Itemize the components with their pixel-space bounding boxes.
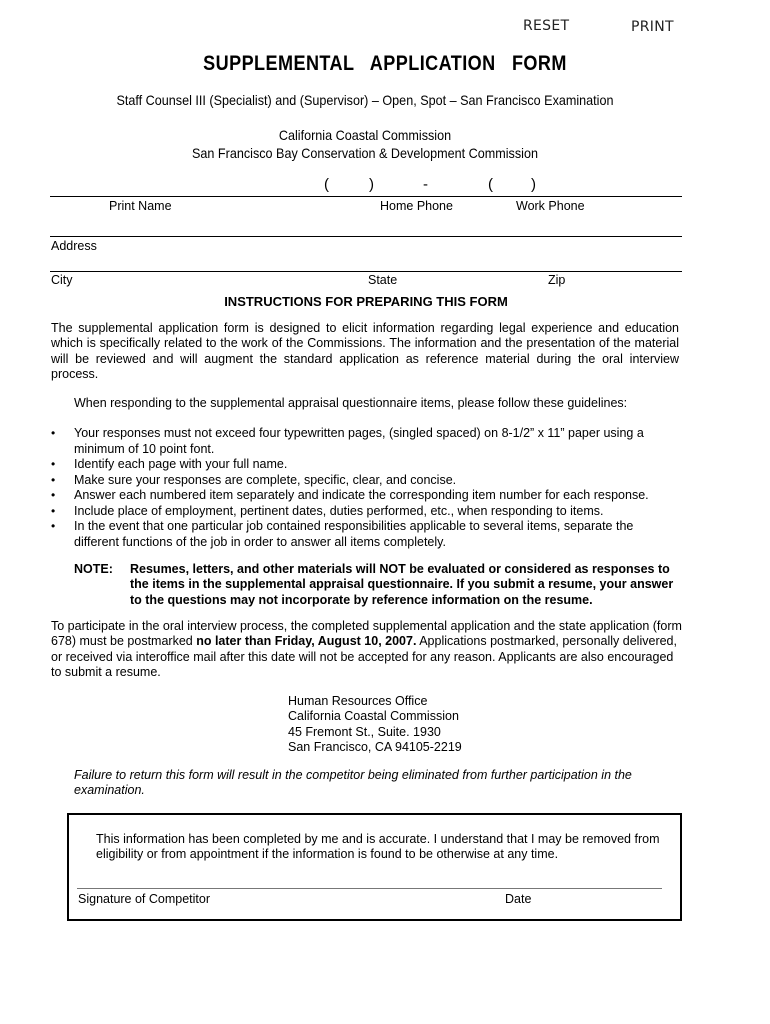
signature-line[interactable] (77, 888, 662, 889)
deadline-date: no later than Friday, August 10, 2007. (196, 634, 417, 649)
work-phone-open-paren: ( (488, 176, 493, 193)
note-text: Resumes, letters, and other materials will NOT be evaluated or considered as responses to the items in the supplemental appraisal questionnaire. If you submit a resume, your answer to the questions may not incorporate by reference information on the resume. (130, 562, 674, 607)
instructions-heading: INSTRUCTIONS FOR PREPARING THIS FORM (224, 294, 508, 309)
date-label: Date (505, 892, 532, 906)
note-label: NOTE: (74, 562, 113, 576)
address-line-2: California Coastal Commission (288, 709, 459, 724)
guideline-item: • Make sure your responses are complete, specific, clear, and concise. (51, 473, 681, 489)
instructions-intro: The supplemental application form is designed to elicit information regarding legal experience and education which is specifically related to the work of the Commissions. The information and the presentation of the material will be reviewed and will augment the standard application as reference material during the oral interview process. (51, 321, 679, 381)
zip-label: Zip (548, 273, 566, 287)
print-name-label: Print Name (109, 199, 172, 213)
address-label: Address (51, 239, 97, 253)
guideline-item: • In the event that one particular job contained responsibilities applicable to several items, separate the different functions of the job in order to answer all items completely. (51, 519, 681, 550)
deadline-paragraph (51, 619, 683, 680)
org-line-2: San Francisco Bay Conservation & Development Commission (192, 145, 538, 161)
position-subtitle: Staff Counsel III (Specialist) and (Supervisor) – Open, Spot – San Francisco Examination (116, 92, 614, 108)
address-top-line[interactable] (50, 236, 682, 237)
city-label: City (51, 273, 73, 287)
address-line-1: Human Resources Office (288, 694, 428, 708)
page-title: SUPPLEMENTAL APPLICATION FORM (203, 52, 567, 75)
address-line-4: San Francisco, CA 94105-2219 (288, 739, 462, 754)
work-phone-close-paren: ) (531, 176, 536, 193)
warning-text: Failure to return this form will result in the competitor being eliminated from further participation in the examination. (74, 768, 632, 798)
guideline-item: • Identify each page with your full name. (51, 457, 681, 473)
mailing-address (288, 694, 462, 755)
signature-label: Signature of Competitor (78, 892, 211, 906)
deadline-text-post: Applications postmarked, personally delivered, or received via interoffice mail after this date will not be accepted for any reason. Applicants are also encouraged to submit a resume. (51, 634, 677, 679)
guideline-item: • Include place of employment, pertinent dates, duties performed, etc., when responding to items. (51, 504, 681, 520)
org-line-1: California Coastal Commission (278, 127, 452, 143)
state-label: State (368, 273, 398, 287)
work-phone-label: Work Phone (516, 199, 585, 213)
home-phone-dash: - (423, 176, 428, 193)
home-phone-open-paren: ( (324, 176, 329, 193)
certification-text: This information has been completed by me and is accurate. I understand that I may be removed from eligibility or from appointment if the information is found to be otherwise at any time. (96, 832, 660, 862)
guideline-item: • Answer each numbered item separately and indicate the corresponding item number for each response. (51, 488, 681, 504)
certification-box (67, 813, 682, 921)
address-line-3: 45 Fremont St., Suite. 1930 (288, 724, 441, 739)
guidelines-lead: When responding to the supplemental appraisal questionnaire items, please follow these guidelines: (74, 396, 628, 410)
print-button[interactable]: PRINT (631, 19, 674, 35)
home-phone-close-paren: ) (369, 176, 374, 193)
home-phone-label: Home Phone (380, 199, 453, 213)
name-phone-line[interactable] (50, 196, 682, 197)
guideline-item: • Your responses must not exceed four typewritten pages, (singled spaced) on 8-1/2” x 11” paper using a minimum of 10 point font. (51, 426, 681, 457)
deadline-text-pre: To participate in the oral interview process, the completed supplemental application and the state application (form 678) must be postmarked (51, 619, 682, 649)
guidelines-list (51, 426, 681, 550)
address-line[interactable] (50, 271, 682, 272)
reset-button[interactable]: RESET (523, 18, 570, 34)
